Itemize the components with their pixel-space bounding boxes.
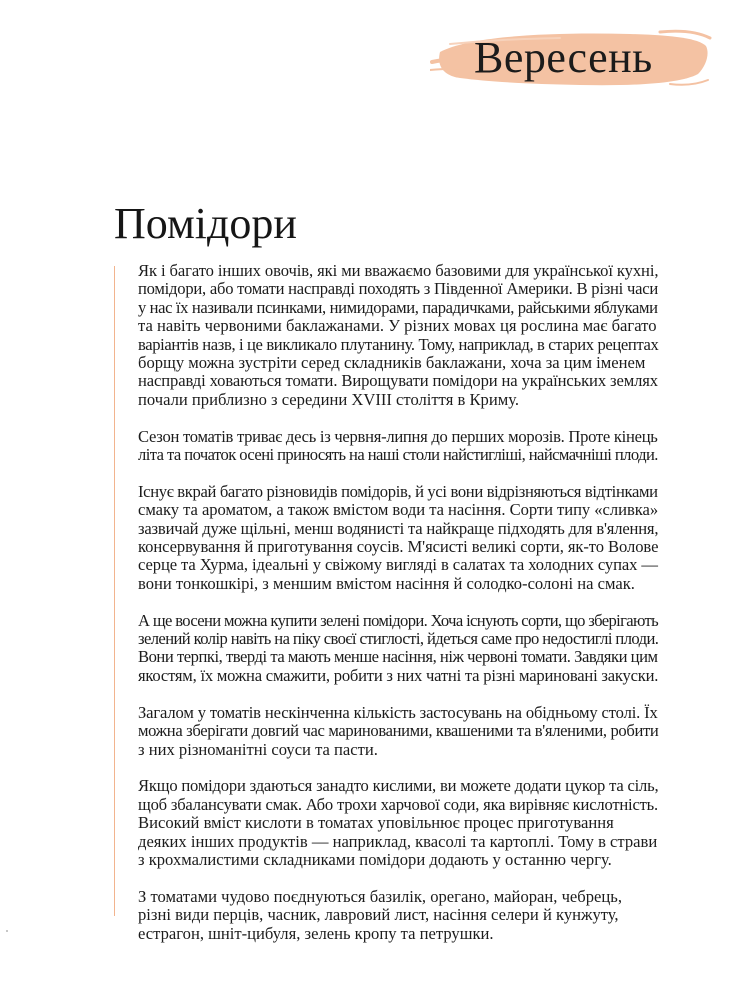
text-line: помідори, або томати насправді походять з Південної Америки. В різні часи (138, 279, 658, 299)
text-line: з них різноманітні соуси та пасти. (138, 739, 378, 759)
text-line: з крохмалистими складниками помідори додають у останню чергу. (138, 849, 612, 869)
text-line: естрагон, шніт-цибуля, зелень кропу та петрушки. (138, 923, 494, 943)
text-line: Існує вкрай багато різновидів помідорів, й усі вони відрізняються відтінками (138, 481, 658, 501)
text-line: Як і багато інших овочів, які ми вважаємо базовими для української кухні, (138, 261, 659, 280)
text-line: у нас їх називали псинками, нимидорами, парадичками, райськими яблуками (138, 297, 658, 317)
text-line: Вони терпкі, тверді та мають менше насіння, ніж червоні томати. Завдяки цим (138, 647, 658, 667)
text-line: щоб збалансувати смак. Або трохи харчової соди, яка вирівняє кислотність. (138, 794, 658, 814)
body-paragraph (138, 262, 658, 409)
text-line: Високий вміст кислоти в томатах уповільнює процес приготування (138, 813, 614, 833)
text-line: вони тонкошкірі, з меншим вмістом насіння й солодко-солоні на смак. (138, 573, 635, 593)
text-line: смаку та ароматом, а також вмістом води та насіння. Сорти типу «сливка» (138, 500, 659, 520)
body-paragraph (138, 888, 658, 943)
accent-rule (114, 266, 115, 916)
article-body (138, 262, 658, 961)
text-line: насправді ховаються томати. Вирощувати помідори на українських землях (138, 371, 658, 391)
month-header (430, 22, 712, 94)
text-line: деяких інших продуктів — наприклад, квасолі та картоплі. Тому в страви (138, 831, 658, 851)
text-line: З томатами чудово поєднуються базилік, орегано, майоран, чебрець, (138, 886, 622, 906)
body-paragraph (138, 612, 658, 686)
text-line: можна зберігати довгий час маринованими, квашеними та в'яленими, робити (138, 721, 659, 741)
text-line: Сезон томатів триває десь із червня-липня до перших морозів. Проте кінець (138, 426, 658, 446)
text-line: консервування й приготування соусів. М'ясисті великі сорти, як-то Волове (138, 537, 659, 557)
month-label: Вересень (474, 33, 653, 82)
body-paragraph (138, 704, 658, 759)
text-line: А ще восени можна купити зелені помідори. Хоча існують сорти, що зберігають (138, 610, 659, 630)
text-line: Якщо помідори здаються занадто кислими, ви можете додати цукор та сіль, (138, 776, 659, 796)
text-line: борщу можна зустріти серед складників баклажани, хоча за цим іменем (138, 353, 646, 373)
page-title: Помідори (114, 199, 297, 248)
body-paragraph (138, 483, 658, 593)
text-line: варіантів назв, і це викликало плутанину. Тому, наприклад, в старих рецептах (138, 334, 659, 354)
text-line: літа та початок осені приносять на наші столи найстигліші, найсмачніші плоди. (138, 445, 658, 465)
body-paragraph (138, 428, 658, 465)
page-mark (6, 930, 8, 932)
text-line: якостям, їх можна смажити, робити з них чатні та різні мариновані закуски. (138, 665, 659, 685)
text-line: зазвичай дуже щільні, менш водянисті та найкраще підходять для в'ялення, (138, 518, 659, 538)
text-line: почали приблизно з середини XVIII століття в Криму. (138, 389, 519, 409)
text-line: Загалом у томатів нескінченна кількість застосувань на обідньому столі. Їх (138, 702, 658, 722)
text-line: серце та Хурма, ідеальні у свіжому вигляді в салатах та холодних супах — (138, 555, 658, 575)
text-line: різні види перців, часник, лавровий лист, насіння селери й кунжуту, (138, 905, 619, 925)
body-paragraph (138, 777, 658, 869)
text-line: та навіть червоними баклажанами. У різних мовах ця рослина має багато (138, 316, 657, 336)
text-line: зелений колір навіть на піку своєї стиглості, йдеться саме про недостиглі плоди. (138, 629, 659, 649)
